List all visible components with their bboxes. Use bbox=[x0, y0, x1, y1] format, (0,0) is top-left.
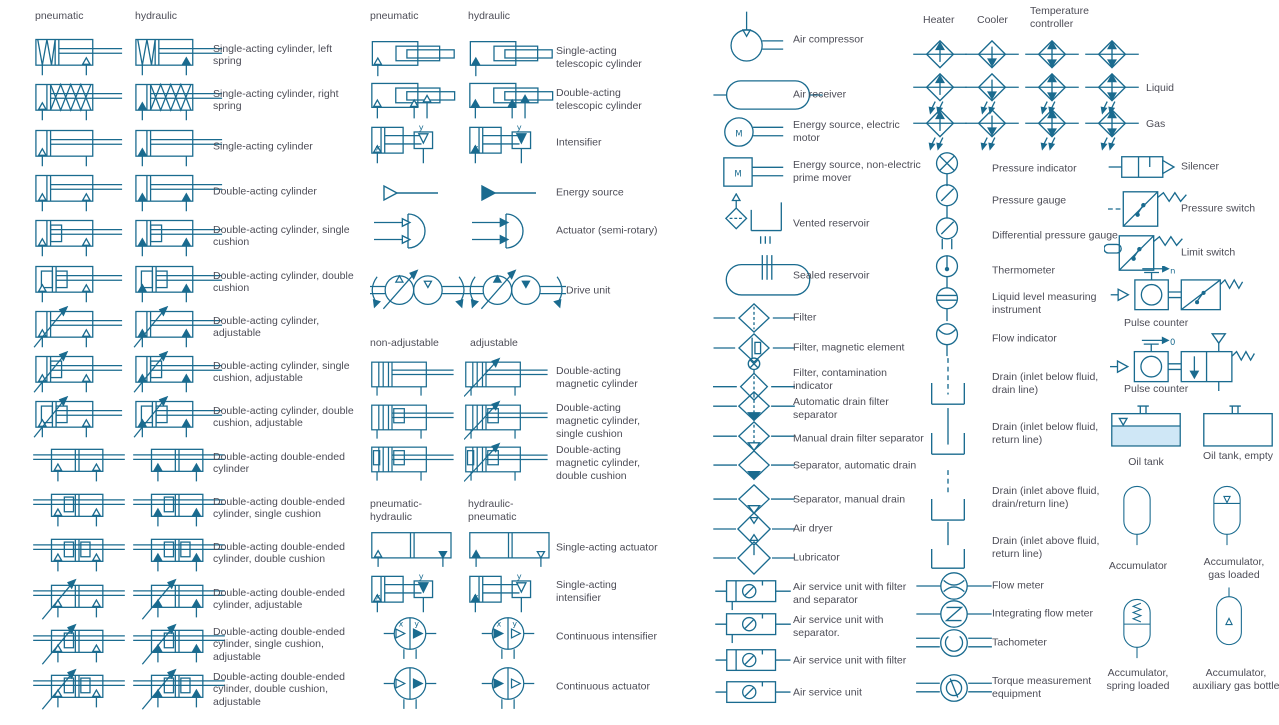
accumulator-spring-loaded-label: Accumulator, spring loaded bbox=[1106, 667, 1170, 692]
accumulator-gas-loaded-label: Accumulator, gas loaded bbox=[1203, 556, 1265, 581]
oil-tank-empty-icon bbox=[1200, 402, 1276, 450]
row-label: Air service unit with separator. bbox=[793, 614, 884, 639]
intensifier-x-glyph: x bbox=[398, 619, 404, 629]
accumulator-auxiliary-gas-bottle-icon bbox=[1212, 580, 1246, 666]
row-label: Filter, magnetic element bbox=[793, 341, 905, 354]
row-label: Pressure indicator bbox=[992, 162, 1077, 175]
pulse-n-glyph: n bbox=[1170, 266, 1176, 276]
row-label: Differential pressure gauge bbox=[992, 229, 1118, 242]
row-label: Double-acting double-ended cylinder bbox=[213, 450, 345, 476]
row-label: Single-acting cylinder, left spring bbox=[213, 42, 333, 68]
column-header-pneumatic: pneumatic bbox=[370, 10, 419, 22]
row-label: Vented reservoir bbox=[793, 217, 870, 230]
row-label: Double-acting double-ended cylinder, adjustable bbox=[213, 586, 345, 612]
column-header-pneumatic: pneumatic bbox=[35, 10, 84, 22]
intensifier-y-glyph: y bbox=[418, 122, 424, 133]
row-label: Double-acting telescopic cylinder bbox=[556, 87, 642, 112]
row-label: Double-acting cylinder, adjustable bbox=[213, 314, 320, 340]
row-label: Air service unit with filter bbox=[793, 654, 907, 667]
column-header-cooler: Cooler bbox=[977, 14, 1008, 26]
row-label: Energy source, electric motor bbox=[793, 119, 900, 144]
motor-m-glyph: M bbox=[735, 128, 743, 139]
intensifier-x-glyph: x bbox=[496, 619, 502, 629]
row-label: Air compressor bbox=[793, 33, 864, 46]
grid-row-label-liquid: Liquid bbox=[1146, 82, 1175, 94]
accumulator-auxiliary-gas-bottle-label: Accumulator, auxiliary gas bottle bbox=[1192, 667, 1279, 692]
row-label: Torque measurement equipment bbox=[992, 675, 1092, 700]
silencer-icon bbox=[1108, 153, 1184, 181]
row-label: Liquid level measuring instrument bbox=[992, 291, 1097, 316]
row-label: Automatic drain filter separator bbox=[793, 396, 889, 421]
intensifier-x-glyph: x bbox=[375, 591, 381, 602]
column-header-pneumatic-hydraulic: pneumatic-hydraulic bbox=[370, 498, 422, 524]
row-label: Sealed reservoir bbox=[793, 269, 870, 282]
row-label: Double-acting magnetic cylinder, double cushion bbox=[556, 443, 641, 482]
grid-row-label-gas: Gas bbox=[1146, 118, 1166, 130]
row-label: Double-acting double-ended cylinder, single cushion bbox=[213, 495, 345, 521]
column-header-temperature-controller: Temperature controller bbox=[1030, 5, 1089, 31]
legend-row bbox=[1108, 186, 1279, 232]
intensifier-x-glyph: x bbox=[473, 142, 479, 153]
row-label: Continuous actuator bbox=[556, 680, 650, 693]
row-label: Limit switch bbox=[1181, 246, 1236, 259]
row-label: Intensifier bbox=[556, 136, 602, 149]
intensifier-y-glyph: y bbox=[516, 571, 522, 582]
row-label: Air receiver bbox=[793, 88, 847, 101]
row-label: Tachometer bbox=[992, 636, 1047, 649]
intensifier-y-glyph: y bbox=[512, 619, 518, 629]
column-header-heater: Heater bbox=[923, 14, 955, 26]
intensifier-y-glyph: y bbox=[414, 619, 420, 629]
row-label: Continuous intensifier bbox=[556, 630, 657, 643]
row-label: Double-acting double-ended cylinder, single cushion, adjustable bbox=[213, 625, 345, 663]
accumulator-label: Accumulator bbox=[1108, 560, 1168, 572]
pulse-counter-label: Pulse counter bbox=[1124, 317, 1189, 329]
row-label: Separator, manual drain bbox=[793, 493, 906, 506]
intensifier-y-glyph: y bbox=[418, 571, 424, 582]
row-label: Double-acting cylinder, double cushion bbox=[213, 269, 354, 295]
row-label: Pressure switch bbox=[1181, 202, 1256, 215]
legend-row bbox=[1108, 152, 1279, 182]
row-label: Energy source, non-electric prime mover bbox=[793, 159, 921, 184]
row-label: Filter bbox=[793, 311, 817, 324]
row-label: Single-acting actuator bbox=[556, 541, 658, 554]
row-label: Double-acting cylinder bbox=[213, 185, 317, 198]
row-label: Drain (inlet above fluid, drain/return line) bbox=[992, 485, 1100, 510]
row-label: Drain (inlet below fluid, return line) bbox=[992, 421, 1099, 446]
row-label: Flow meter bbox=[992, 579, 1044, 592]
row-label: Pressure gauge bbox=[992, 194, 1067, 207]
row-label: Flow indicator bbox=[992, 332, 1057, 345]
row-label: Drain (inlet below fluid, drain line) bbox=[992, 371, 1099, 396]
row-label: Double-acting magnetic cylinder bbox=[556, 365, 638, 390]
row-label: Manual drain filter separator bbox=[793, 432, 924, 445]
row-label: Drive unit bbox=[566, 284, 611, 297]
intensifier-y-glyph: y bbox=[516, 122, 522, 133]
accumulator-spring-loaded-icon bbox=[1120, 590, 1154, 666]
column-header-adjustable: adjustable bbox=[470, 337, 518, 349]
prime-mover-m-glyph: M bbox=[734, 168, 742, 179]
row-label: Double-acting double-ended cylinder, double cushion bbox=[213, 540, 345, 566]
accumulator-gas-loaded-icon bbox=[1210, 477, 1244, 553]
row-label: Double-acting magnetic cylinder, single cushion bbox=[556, 401, 641, 440]
oil-tank-empty-label: Oil tank, empty bbox=[1202, 450, 1274, 462]
oil-tank-icon bbox=[1108, 402, 1184, 450]
pulse-zero-glyph: 0 bbox=[1170, 337, 1176, 348]
pulse-counter-icon bbox=[1110, 266, 1260, 318]
row-label: Energy source bbox=[556, 186, 624, 199]
column-header-hydraulic-pneumatic: hydraulic-pneumatic bbox=[468, 498, 517, 524]
intensifier-x-glyph: x bbox=[375, 142, 381, 153]
row-label: Separator, automatic drain bbox=[793, 459, 917, 472]
row-label: Air service unit bbox=[793, 686, 862, 699]
row-label: Double-acting cylinder, single cushion bbox=[213, 223, 350, 249]
row-label: Double-acting cylinder, single cushion, adjustable bbox=[213, 359, 350, 385]
row-label: Single-acting telescopic cylinder bbox=[556, 45, 642, 70]
oil-tank-label: Oil tank bbox=[1128, 456, 1164, 468]
column-header-hydraulic: hydraulic bbox=[468, 10, 511, 22]
row-label: Filter, contamination indicator bbox=[793, 367, 887, 392]
row-label: Lubricator bbox=[793, 551, 840, 564]
row-label: Air service unit with filter and separator bbox=[793, 581, 907, 606]
accumulator-icon bbox=[1120, 477, 1154, 553]
column-header-non-adjustable: non-adjustable bbox=[370, 337, 439, 349]
row-label: Drain (inlet above fluid, return line) bbox=[992, 535, 1100, 560]
row-label: Silencer bbox=[1181, 160, 1219, 173]
intensifier-x-glyph: x bbox=[473, 591, 479, 602]
row-label: Single-acting cylinder bbox=[213, 140, 313, 153]
row-label: Integrating flow meter bbox=[992, 607, 1093, 620]
row-label: Air dryer bbox=[793, 522, 833, 535]
row-label: Single-acting intensifier bbox=[556, 579, 617, 604]
row-label: Double-acting cylinder, double cushion, adjustable bbox=[213, 404, 354, 430]
row-label: Double-acting double-ended cylinder, double cushion, adjustable bbox=[213, 670, 345, 708]
column-header-hydraulic: hydraulic bbox=[135, 10, 178, 22]
row-label: Actuator (semi-rotary) bbox=[556, 224, 658, 237]
pulse-counter-label: Pulse counter bbox=[1124, 383, 1189, 395]
row-label: Thermometer bbox=[992, 264, 1056, 277]
row-label: Single-acting cylinder, right spring bbox=[213, 87, 339, 113]
